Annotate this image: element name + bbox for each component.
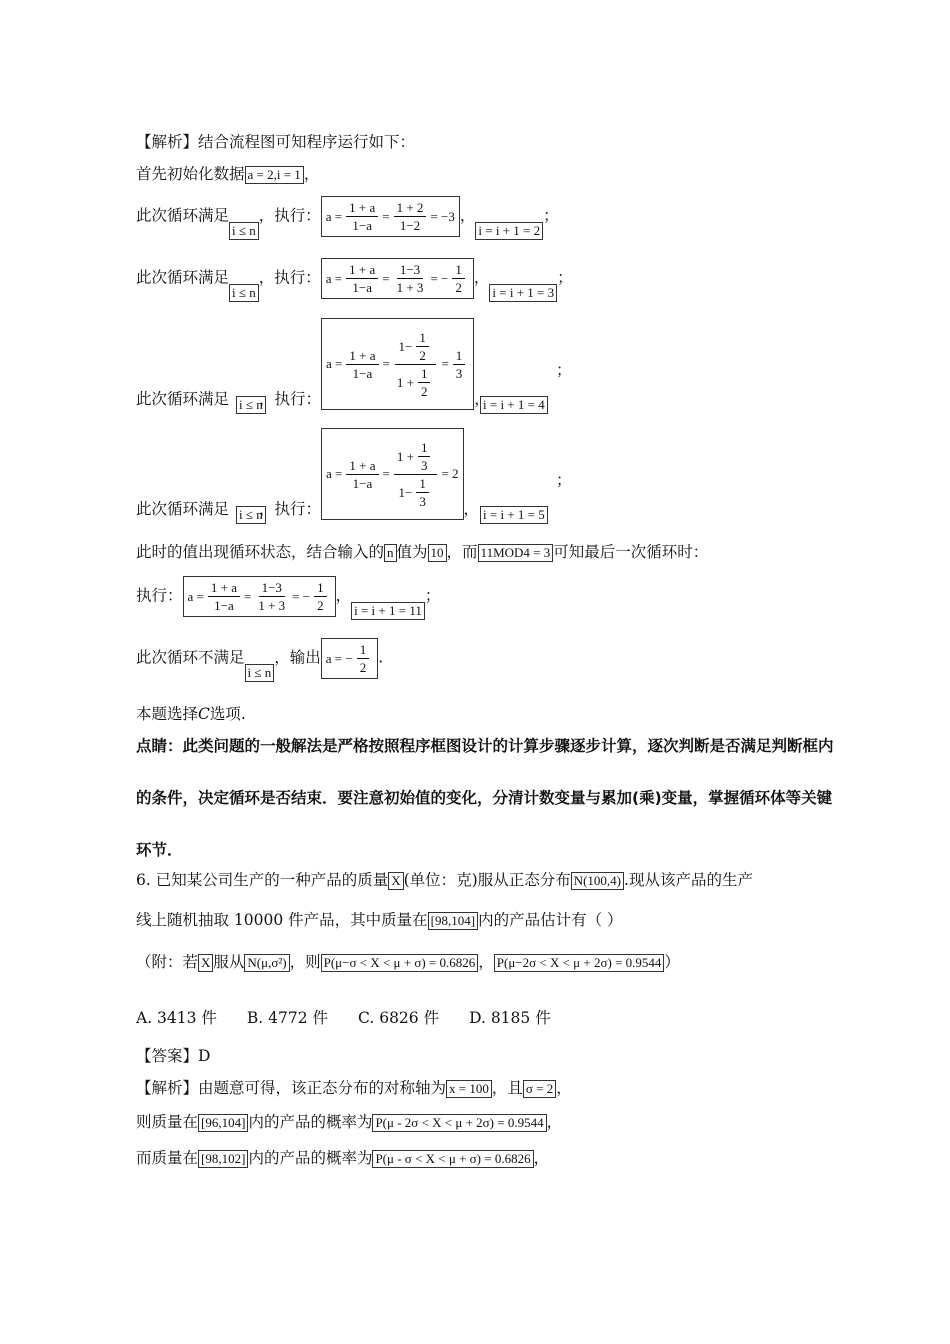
state-line: 此时的值出现循环状态，结合输入的 n 值为 10 ，而 11MOD4 = 3 可知最后一次循环时： xyxy=(136,543,709,561)
last-step: 执行： a = $\frac{1 + a}{1-a}$ = $\frac{1-3}{1 + 3}$ = − $\frac{1}{2}$ ，i = i + 1 = 11； xyxy=(136,576,440,617)
formula-box: a = $\frac{1 + a}{1-a}$ = $\frac{1-3}{1 + 3}$ = − $\frac{1}{2}$ xyxy=(183,576,336,617)
option-c: C. 6826 件 xyxy=(358,1009,440,1027)
analysis-intro: 【解析】结合流程图可知程序运行如下： xyxy=(136,133,416,151)
q6-line-1: 6. 已知某公司生产的一种产品的质量 X (单位：克)服从正态分布 N(100,4) .现从该产品的生产 xyxy=(136,871,753,889)
option-d: D. 8185 件 xyxy=(469,1009,551,1027)
formula-box: a = $\frac{1 + a}{1-a}$ = $\frac{1 + 2}{1-2}$ = −3 xyxy=(321,196,460,237)
output-line: 此次循环不满足i ≤ n，输出 a = − $\frac{1}{2}$ . xyxy=(136,638,383,679)
q6-analysis-1: 【解析】由题意可得，该正态分布的对称轴为 x = 100 ，且 σ = 2 ， xyxy=(136,1079,572,1097)
loop-step-2: 此次循环满足i ≤ n，执行： a = $\frac{1 + a}{1-a}$ = $\frac{1-3}{1 + 3}$ = − $\frac{1}{2}$ ，i = i + 1 = 3； xyxy=(136,258,573,299)
loop-step-4: 此次循环满足 i ≤ n ，执行： a = $\frac{1 + a}{1-a}$ = 1 + $\frac{1}{3}$ 1− $\frac{1}{3}$ = 2 ， i = i + 1 = 5 ； xyxy=(136,428,479,520)
increment-box: i = i + 1 = 2 xyxy=(475,222,543,240)
q6-answer: 【答案】D xyxy=(136,1047,211,1065)
note-line-2: 的条件，决定循环是否结束．要注意初始值的变化，分清计数变量与累加(乘)变量，掌握循环体等关键 xyxy=(136,789,833,807)
loop-step-3: 此次循环满足 i ≤ n ，执行： a = $\frac{1 + a}{1-a}$ = 1− $\frac{1}{2}$ 1 + $\frac{1}{2}$ = $\frac{1}{3}$ ， i = i + 1 = 4 ； xyxy=(136,318,490,410)
init-formula: a = 2,i = 1 xyxy=(245,166,304,184)
increment-box: i = i + 1 = 11 xyxy=(351,602,425,620)
formula-box: a = $\frac{1 + a}{1-a}$ = 1− $\frac{1}{2}$ 1 + $\frac{1}{2}$ = $\frac{1}{3}$ xyxy=(321,318,474,410)
condition-box: i ≤ n xyxy=(245,664,275,682)
formula-box: a = $\frac{1 + a}{1-a}$ = $\frac{1-3}{1 + 3}$ = − $\frac{1}{2}$ xyxy=(321,258,474,299)
q6-line-3: （附：若 X 服从 N(μ,σ²) ，则 P(μ−σ < X < μ + σ) = 0.6826 ， P(μ−2σ < X < μ + 2σ) = 0.9544 ） xyxy=(136,953,680,971)
formula-box: a = $\frac{1 + a}{1-a}$ = 1 + $\frac{1}{3}$ 1− $\frac{1}{3}$ = 2 xyxy=(321,428,464,520)
condition-box: i ≤ n xyxy=(229,284,259,302)
output-formula: a = − $\frac{1}{2}$ xyxy=(321,638,378,679)
note-line-3: 环节． xyxy=(136,841,183,859)
note-line-1: 点睛：此类问题的一般解法是严格按照程序框图设计的计算步骤逐步计算，逐次判断是否满足判断框内 xyxy=(136,737,834,755)
increment-box: i = i + 1 = 4 xyxy=(480,396,548,414)
option-a: A. 3413 件 xyxy=(136,1009,217,1027)
condition-box: i ≤ n xyxy=(229,222,259,240)
increment-box: i = i + 1 = 5 xyxy=(480,506,548,524)
loop-step-1: 此次循环满足i ≤ n，执行： a = $\frac{1 + a}{1-a}$ = $\frac{1 + 2}{1-2}$ = −3 ，i = i + 1 = 2； xyxy=(136,196,559,237)
condition-box: i ≤ n xyxy=(236,396,266,414)
q6-analysis-2: 则质量在 [96,104] 内的产品的概率为 P(μ - 2σ < X < μ + 2σ) = 0.9544 ， xyxy=(136,1113,563,1131)
increment-box: i = i + 1 = 3 xyxy=(489,284,557,302)
choose-line: 本题选择C选项. xyxy=(136,705,246,723)
init-line: 首先初始化数据 a = 2,i = 1 ， xyxy=(136,165,320,183)
condition-box: i ≤ n xyxy=(236,506,266,524)
q6-options xyxy=(136,1006,581,1028)
option-b: B. 4772 件 xyxy=(246,1009,329,1027)
q6-analysis-3: 而质量在 [98,102] 内的产品的概率为 P(μ - σ < X < μ + σ) = 0.6826 ， xyxy=(136,1149,550,1167)
analysis-label: 【解析】 xyxy=(136,133,199,151)
q6-line-2: 线上随机抽取 10000 件产品，其中质量在 [98,104] 内的产品估计有（ ） xyxy=(136,911,623,929)
